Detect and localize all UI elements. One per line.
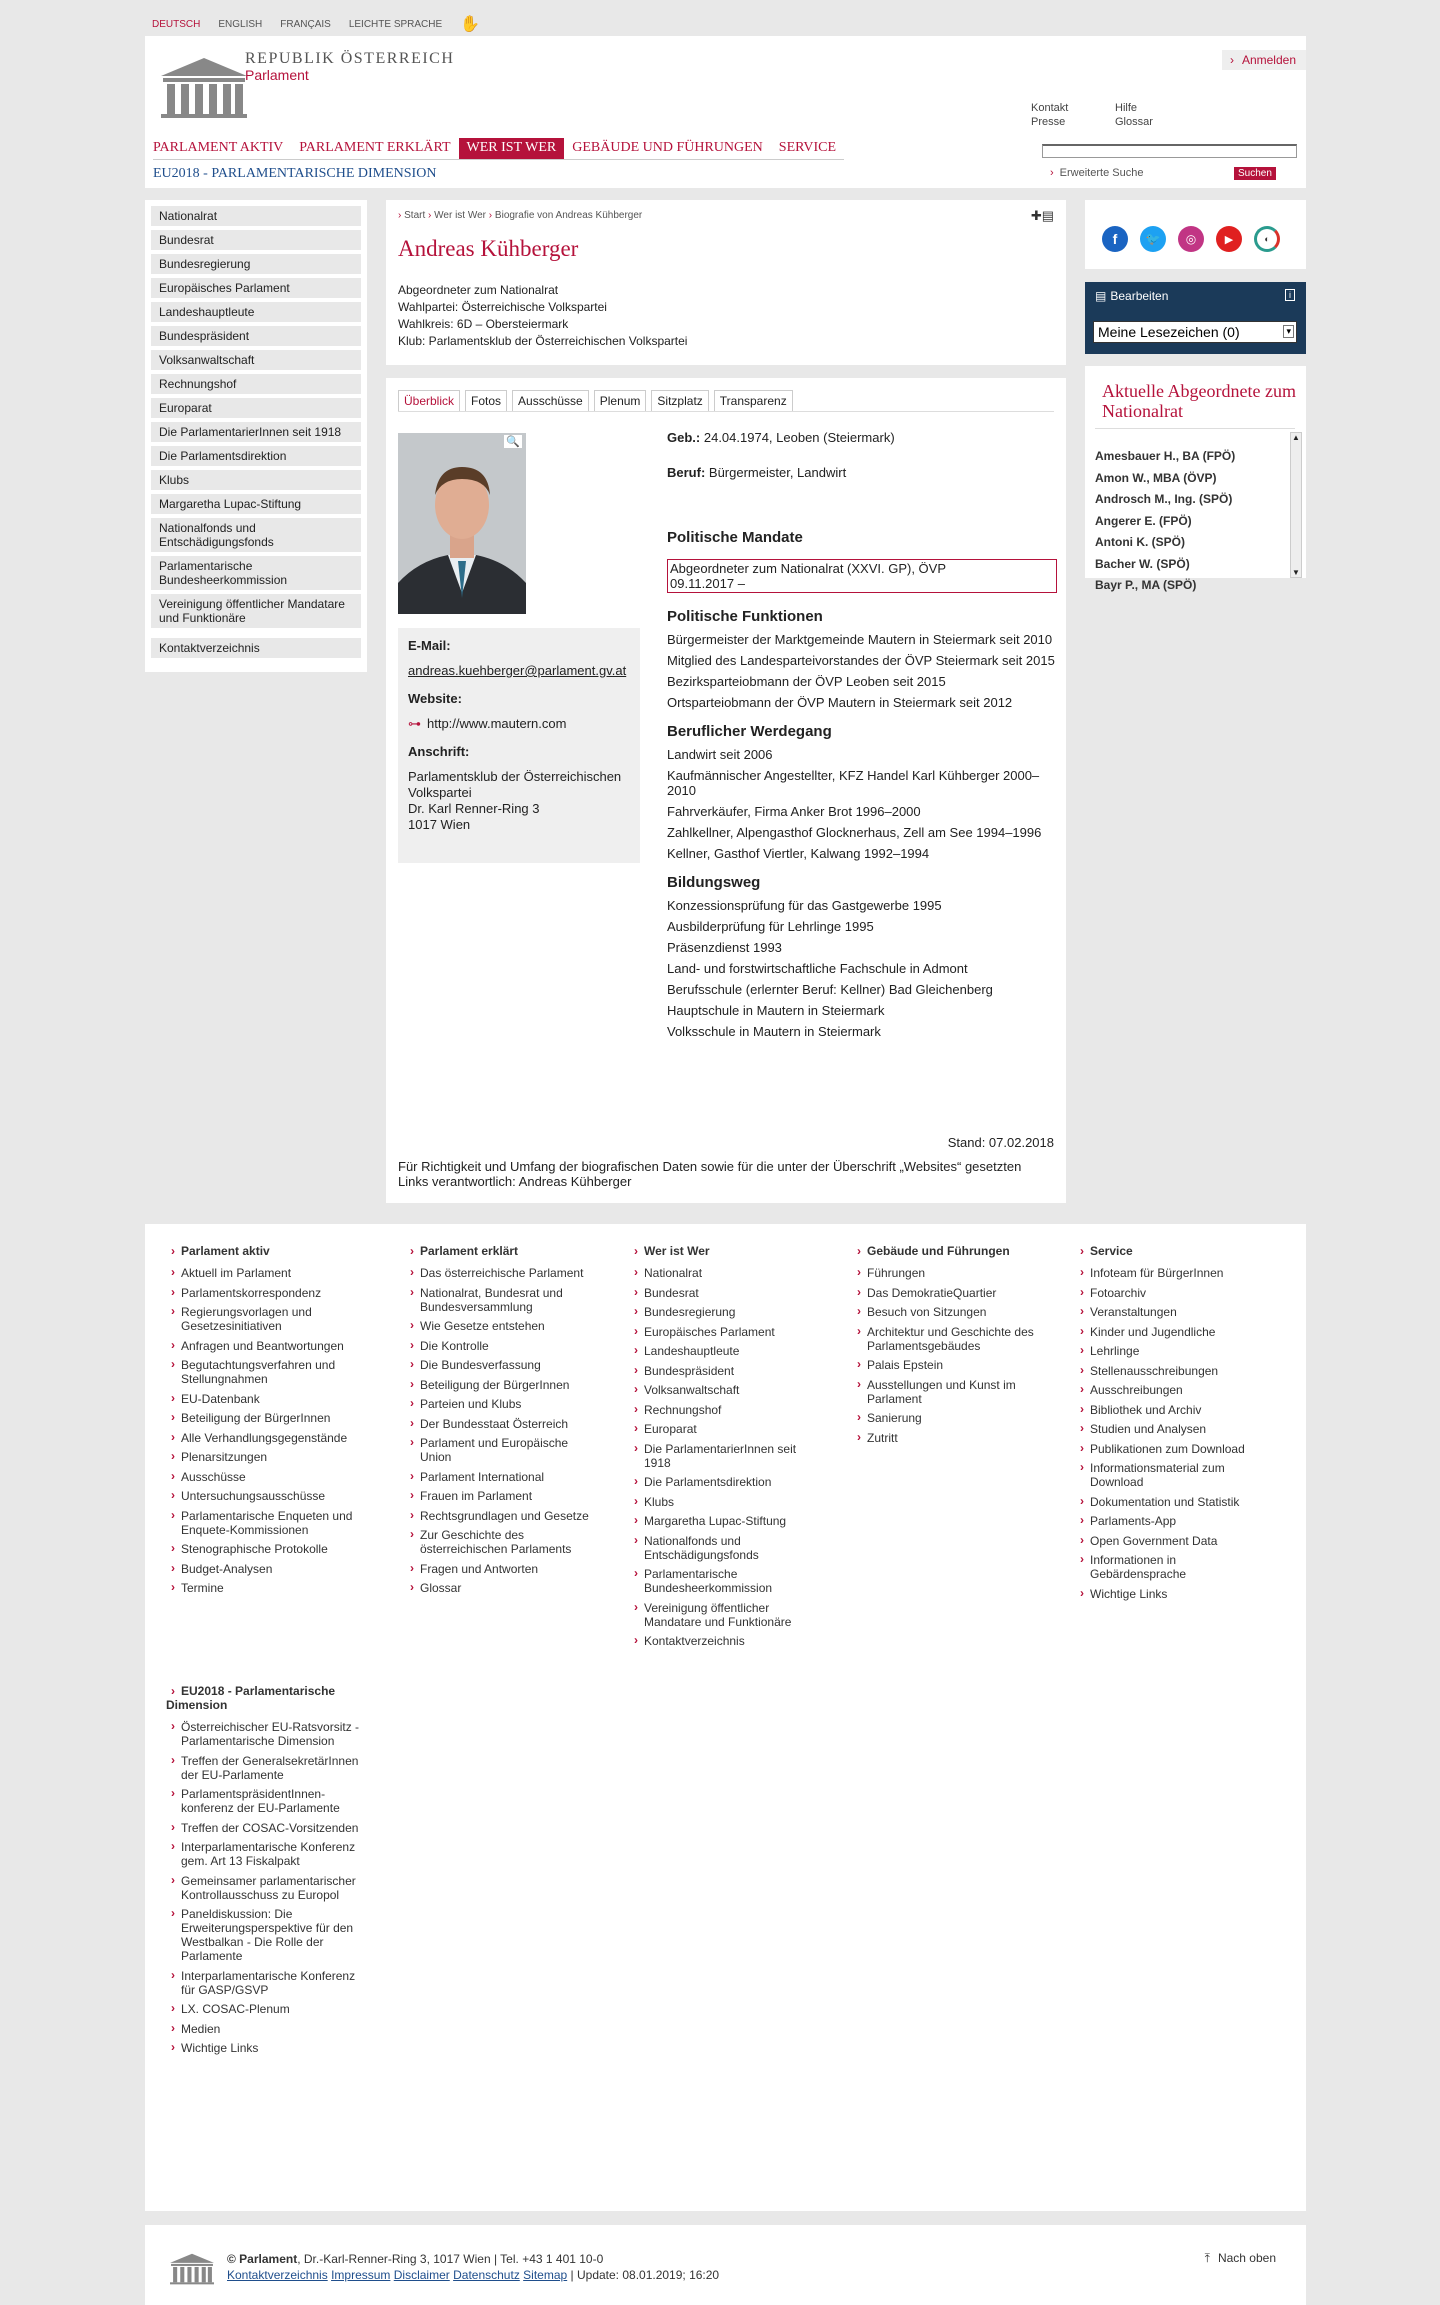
bottom-link-datenschutz[interactable]: Datenschutz bbox=[453, 2268, 520, 2282]
footer-link[interactable]: › Paneldiskussion: Die Erweiterungsperspektive für den Westbalkan - Die Rolle der Parlamente bbox=[166, 1907, 366, 1963]
logo[interactable] bbox=[159, 54, 249, 118]
footer-link[interactable]: › Parlamentskorrespondenz bbox=[166, 1286, 361, 1300]
top-links bbox=[1031, 102, 1175, 128]
recent-member-item[interactable]: Angerer E. (FPÖ) bbox=[1095, 513, 1192, 528]
footer-link[interactable]: › Führungen bbox=[852, 1266, 1047, 1280]
footer-link[interactable]: › ParlamentspräsidentInnen-konferenz der EU-Parlamente bbox=[166, 1787, 366, 1815]
tab-ausschuesse[interactable]: Ausschüsse bbox=[512, 390, 589, 412]
youtube-icon[interactable]: ▶ bbox=[1216, 226, 1242, 252]
career-heading: Beruflicher Werdegang bbox=[667, 723, 832, 740]
scroll-down-icon[interactable]: ▼ bbox=[1292, 568, 1300, 577]
footer-link[interactable]: › Glossar bbox=[405, 1581, 600, 1595]
career-item: Kellner, Gasthof Viertler, Kalwang 1992–1994 bbox=[667, 846, 930, 861]
parliament-logo-icon bbox=[159, 54, 249, 118]
footer-link[interactable]: › Alle Verhandlungsgegenstände bbox=[166, 1431, 361, 1445]
social-bar bbox=[1085, 200, 1306, 269]
advanced-search-link[interactable] bbox=[1050, 167, 1143, 179]
footer-link[interactable]: › Ausschüsse bbox=[166, 1470, 361, 1484]
link-hilfe[interactable]: Hilfe bbox=[1115, 102, 1138, 114]
edit-title: Bearbeiten bbox=[1110, 289, 1169, 303]
website-label: Website: bbox=[408, 691, 462, 706]
footer-link[interactable]: › Wie Gesetze entstehen bbox=[405, 1319, 600, 1333]
footer-link[interactable]: › Medien bbox=[166, 2022, 366, 2036]
footer-column bbox=[852, 1244, 1047, 1450]
footer-link[interactable]: › EU-Datenbank bbox=[166, 1392, 361, 1406]
mandate-line: 09.11.2017 – bbox=[670, 576, 745, 591]
nav-wer-ist-wer[interactable]: WER IST WER bbox=[459, 138, 565, 159]
website-link[interactable] bbox=[408, 716, 630, 732]
footer-link[interactable]: › Das DemokratieQuartier bbox=[852, 1286, 1047, 1300]
footer-link[interactable]: › Bundesregierung bbox=[629, 1305, 824, 1319]
portrait-photo[interactable] bbox=[398, 433, 526, 614]
footer-link[interactable]: › Der Bundesstaat Österreich bbox=[405, 1417, 600, 1431]
info-icon[interactable]: i bbox=[1285, 289, 1295, 301]
recent-members-title: Aktuelle Abgeordnete zum Nationalrat bbox=[1102, 381, 1296, 421]
function-item: Bezirksparteiobmann der ÖVP Leoben seit 2015 bbox=[667, 674, 946, 689]
footer-link[interactable]: › Ausschreibungen bbox=[1075, 1383, 1270, 1397]
footer-link[interactable]: › Interparlamentarische Konferenz gem. Art 13 Fiskalpakt bbox=[166, 1840, 366, 1868]
external-link-icon: ⊶ bbox=[408, 716, 421, 731]
mandate-box bbox=[667, 559, 1057, 593]
bottom-link-impressum[interactable]: Impressum bbox=[331, 2268, 391, 2282]
breadcrumb: › Start › Wer ist Wer › Biografie von Andreas Kühberger bbox=[398, 210, 643, 221]
footer-link[interactable]: › Ausstellungen und Kunst im Parlament bbox=[852, 1378, 1047, 1406]
footer-link[interactable]: › Dokumentation und Statistik bbox=[1075, 1495, 1270, 1509]
tab-divider bbox=[398, 411, 1054, 412]
logo-title: REPUBLIK ÖSTERREICH bbox=[245, 50, 455, 67]
update-date: | Update: 08.01.2019; 16:20 bbox=[570, 2268, 720, 2282]
profession-row bbox=[667, 465, 1057, 480]
footer-link[interactable]: › Gemeinsamer parlamentarischer Kontrollausschuss zu Europol bbox=[166, 1874, 366, 1902]
footer-link[interactable]: › Bundesrat bbox=[629, 1286, 824, 1300]
logo-subtitle: Parlament bbox=[245, 67, 309, 83]
education-list bbox=[667, 898, 1057, 1039]
scrollbar[interactable] bbox=[1290, 432, 1302, 578]
footer-link[interactable]: › Vereinigung öffentlicher Mandatare und Funktionäre bbox=[629, 1601, 824, 1629]
chevron-right-icon: › bbox=[1050, 167, 1054, 179]
info-line: Wahlkreis: 6D – Obersteiermark bbox=[398, 317, 569, 331]
career-item: Fahrverkäufer, Firma Anker Brot 1996–2000 bbox=[667, 804, 921, 819]
recent-member-item[interactable]: Amon W., MBA (ÖVP) bbox=[1095, 470, 1217, 485]
address-line: Parlamentsklub der Österreichischen Volkspartei bbox=[408, 769, 622, 800]
footer-link[interactable]: › Rechnungshof bbox=[629, 1403, 824, 1417]
footer-heading[interactable]: › Parlament aktiv bbox=[166, 1244, 361, 1258]
sidebar-item[interactable]: Volksanwaltschaft bbox=[151, 350, 361, 370]
footer-link[interactable]: › Stenographische Protokolle bbox=[166, 1542, 361, 1556]
search-input[interactable] bbox=[1042, 144, 1297, 158]
login-button[interactable] bbox=[1222, 50, 1306, 70]
login-label: Anmelden bbox=[1241, 53, 1296, 67]
sidebar-item[interactable]: Rechnungshof bbox=[151, 374, 361, 394]
footer-link[interactable]: › Untersuchungsausschüsse bbox=[166, 1489, 361, 1503]
education-heading: Bildungsweg bbox=[667, 874, 761, 891]
address-label: Anschrift: bbox=[408, 744, 470, 759]
disclaimer-text: Für Richtigkeit und Umfang der biografischen Daten sowie für die unter der Überschrift „Websites“ gesetzten Links verantwortlich: Andreas Kühberger bbox=[398, 1159, 1022, 1189]
footer-link[interactable]: › Studien und Analysen bbox=[1075, 1422, 1270, 1436]
sidebar-item[interactable]: Die Parlamentsdirektion bbox=[151, 446, 361, 466]
breadcrumb-current: Biografie von Andreas Kühberger bbox=[494, 210, 643, 221]
functions-list bbox=[667, 632, 1057, 710]
footer-link[interactable]: › Die Bundesverfassung bbox=[405, 1358, 600, 1372]
back-to-top-link[interactable] bbox=[1205, 2251, 1276, 2266]
footer-link[interactable]: › Informationsmaterial zum Download bbox=[1075, 1461, 1270, 1489]
bottom-link-sitemap[interactable]: Sitemap bbox=[523, 2268, 568, 2282]
advanced-search-label: Erweiterte Suche bbox=[1059, 167, 1144, 179]
footer-link[interactable]: › Plenarsitzungen bbox=[166, 1450, 361, 1464]
bottom-bar bbox=[145, 2225, 1306, 2305]
footer-link[interactable]: › Das österreichische Parlament bbox=[405, 1266, 600, 1280]
link-kontakt[interactable]: Kontakt bbox=[1031, 102, 1069, 114]
tab-plenum[interactable]: Plenum bbox=[594, 390, 647, 412]
footer-link[interactable]: › Bibliothek und Archiv bbox=[1075, 1403, 1270, 1417]
footer-heading[interactable]: › Wer ist Wer bbox=[629, 1244, 824, 1258]
footer-link[interactable]: › Sanierung bbox=[852, 1411, 1047, 1425]
feed-icon[interactable]: ◐ bbox=[1254, 226, 1280, 252]
language-bar bbox=[152, 14, 480, 34]
sidebar-item[interactable]: Bundesregierung bbox=[151, 254, 361, 274]
copyright: © Parlament bbox=[227, 2252, 298, 2266]
breadcrumb-start[interactable]: Start bbox=[404, 210, 426, 221]
education-item: Präsenzdienst 1993 bbox=[667, 940, 782, 955]
nav-parlament-aktiv[interactable]: PARLAMENT AKTIV bbox=[153, 140, 284, 155]
education-item: Volksschule in Mautern in Steiermark bbox=[667, 1024, 881, 1039]
lang-english[interactable]: ENGLISH bbox=[218, 18, 263, 30]
tab-bar bbox=[398, 390, 793, 412]
sidebar-item[interactable]: Kontaktverzeichnis bbox=[151, 638, 361, 658]
footer-link[interactable]: › Nationalrat bbox=[629, 1266, 824, 1280]
stand-date: Stand: 07.02.2018 bbox=[947, 1135, 1054, 1150]
address-line: 1017 Wien bbox=[408, 817, 471, 832]
footer-link[interactable]: › Architektur und Geschichte des Parlamentsgebäudes bbox=[852, 1325, 1047, 1353]
education-item: Ausbilderprüfung für Lehrlinge 1995 bbox=[667, 919, 874, 934]
sidebar-item[interactable]: Nationalrat bbox=[151, 206, 361, 226]
bookmarks-select[interactable] bbox=[1093, 321, 1297, 343]
address-line: Dr. Karl Renner-Ring 3 bbox=[408, 801, 540, 816]
footer-link[interactable]: › Aktuell im Parlament bbox=[166, 1266, 361, 1280]
function-item: Ortsparteiobmann der ÖVP Mautern in Steiermark seit 2012 bbox=[667, 695, 1013, 710]
sign-language-icon[interactable]: ✋ bbox=[460, 16, 481, 33]
footer-link[interactable]: › Margaretha Lupac-Stiftung bbox=[629, 1514, 824, 1528]
arrow-up-icon: ⤒ bbox=[1204, 2251, 1210, 2265]
info-line: Abgeordneter zum Nationalrat bbox=[398, 283, 559, 297]
education-item: Konzessionsprüfung für das Gastgewerbe 1995 bbox=[667, 898, 942, 913]
footer-link[interactable]: › Parlamentarische Bundesheerkommission bbox=[629, 1567, 824, 1595]
footer-link[interactable]: › Beteiligung der BürgerInnen bbox=[166, 1411, 361, 1425]
info-line: Klub: Parlamentsklub der Österreichischen Volkspartei bbox=[398, 334, 688, 348]
footer-link[interactable]: › Parlamentarische Enqueten und Enquete-Kommissionen bbox=[166, 1509, 361, 1537]
zoom-icon[interactable]: 🔍 bbox=[506, 436, 520, 448]
recent-member-item[interactable]: Amesbauer H., BA (FPÖ) bbox=[1095, 449, 1236, 463]
footer-link[interactable]: › Lehrlinge bbox=[1075, 1344, 1270, 1358]
footer-link[interactable]: › LX. COSAC-Plenum bbox=[166, 2002, 366, 2016]
footer-link[interactable]: › Veranstaltungen bbox=[1075, 1305, 1270, 1319]
bottom-link-kontakt[interactable]: Kontaktverzeichnis bbox=[227, 2268, 328, 2282]
footer-column bbox=[629, 1244, 824, 1654]
footer-column bbox=[166, 1244, 361, 1601]
function-item: Mitglied des Landesparteivorstandes der ÖVP Steiermark seit 2015 bbox=[667, 653, 1055, 668]
footer-link[interactable]: › Interparlamentarische Konferenz für GASP/GSVP bbox=[166, 1969, 366, 1997]
info-line: Wahlpartei: Österreichische Volkspartei bbox=[398, 300, 607, 314]
footer-column bbox=[1075, 1244, 1270, 1606]
lang-francais[interactable]: FRANÇAIS bbox=[280, 18, 331, 30]
recent-members-list bbox=[1095, 446, 1289, 592]
nav-parlament-erklaert[interactable]: PARLAMENT ERKLÄRT bbox=[299, 140, 451, 155]
sidebar-item[interactable]: Die ParlamentarierInnen seit 1918 bbox=[151, 422, 361, 442]
footer-link[interactable]: › Nationalfonds und Entschädigungsfonds bbox=[629, 1534, 824, 1562]
sidebar-item[interactable]: Europäisches Parlament bbox=[151, 278, 361, 298]
email-link[interactable]: andreas.kuehberger@parlament.gv.at bbox=[408, 663, 627, 678]
nav-service[interactable]: SERVICE bbox=[778, 140, 837, 155]
sidebar-item[interactable]: Parlamentarische Bundesheerkommission bbox=[151, 556, 361, 590]
page-title: Andreas Kühberger bbox=[398, 236, 579, 261]
footer-link[interactable]: › Treffen der COSAC-Vorsitzenden bbox=[166, 1821, 366, 1835]
website-url: http://www.mautern.com bbox=[427, 716, 567, 731]
footer-link[interactable]: › Wichtige Links bbox=[166, 2041, 366, 2055]
email-label: E-Mail: bbox=[408, 638, 451, 653]
chevron-right-icon: › bbox=[1229, 53, 1234, 67]
header bbox=[145, 36, 1306, 188]
bottom-address: , Dr.-Karl-Renner-Ring 3, 1017 Wien | Tel. +43 1 401 10-0 bbox=[297, 2252, 604, 2266]
education-item: Berufsschule (erlernter Beruf: Kellner) Bad Gleichenberg bbox=[667, 982, 993, 997]
footer-link[interactable]: › Palais Epstein bbox=[852, 1358, 1047, 1372]
education-item: Land- und forstwirtschaftliche Fachschule in Admont bbox=[667, 961, 968, 976]
footer-link[interactable]: › Informationen in Gebärdensprache bbox=[1075, 1553, 1270, 1581]
search-button[interactable]: Suchen bbox=[1234, 167, 1276, 180]
footer-link[interactable]: › Parteien und Klubs bbox=[405, 1397, 600, 1411]
biography-panel bbox=[386, 378, 1066, 1203]
footer-link[interactable]: › Europarat bbox=[629, 1422, 824, 1436]
contact-box bbox=[398, 628, 640, 863]
portrait-image bbox=[398, 433, 526, 614]
footer-link[interactable]: › Fragen und Antworten bbox=[405, 1562, 600, 1576]
function-item: Bürgermeister der Marktgemeinde Mautern in Steiermark seit 2010 bbox=[667, 632, 1053, 647]
footer-link[interactable]: › Open Government Data bbox=[1075, 1534, 1270, 1548]
footer-link[interactable]: › Termine bbox=[166, 1581, 361, 1595]
education-item: Hauptschule in Mautern in Steiermark bbox=[667, 1003, 885, 1018]
sidebar-item[interactable]: Bundesrat bbox=[151, 230, 361, 250]
footer-link[interactable]: › Landeshauptleute bbox=[629, 1344, 824, 1358]
lang-leichte-sprache[interactable]: LEICHTE SPRACHE bbox=[348, 18, 443, 30]
footer-link[interactable]: › Publikationen zum Download bbox=[1075, 1442, 1270, 1456]
profession-label: Beruf: bbox=[667, 465, 706, 480]
footer-link[interactable]: › Nationalrat, Bundesrat und Bundesversammlung bbox=[405, 1286, 600, 1314]
career-item: Kaufmännischer Angestellter, KFZ Handel Karl Kühberger 2000–2010 bbox=[667, 768, 1040, 798]
footer-heading[interactable]: › Gebäude und Führungen bbox=[852, 1244, 1047, 1258]
twitter-icon[interactable]: 🐦 bbox=[1140, 226, 1166, 252]
sidebar-item[interactable]: Vereinigung öffentlicher Mandatare und Funktionäre bbox=[151, 594, 361, 628]
tab-sitzplatz[interactable]: Sitzplatz bbox=[651, 390, 708, 412]
footer-heading[interactable]: › EU2018 - Parlamentarische Dimension bbox=[166, 1684, 366, 1712]
recent-member-item[interactable]: Androsch M., Ing. (SPÖ) bbox=[1095, 492, 1233, 506]
bottom-link-disclaimer[interactable]: Disclaimer bbox=[393, 2268, 450, 2282]
biography-content bbox=[667, 430, 1057, 1045]
profession-value: Bürgermeister, Landwirt bbox=[708, 465, 847, 480]
nav-gebaeude[interactable]: GEBÄUDE UND FÜHRUNGEN bbox=[572, 140, 763, 155]
tab-ueberblick[interactable]: Überblick bbox=[398, 390, 460, 412]
footer-link[interactable]: › Kontaktverzeichnis bbox=[629, 1634, 824, 1648]
bottom-text bbox=[227, 2251, 719, 2283]
career-item: Zahlkellner, Alpengasthof Glocknerhaus, Zell am See 1994–1996 bbox=[667, 825, 1042, 840]
footer-link[interactable]: › Klubs bbox=[629, 1495, 824, 1509]
breadcrumb-wer-ist-wer[interactable]: Wer ist Wer bbox=[434, 210, 487, 221]
career-list bbox=[667, 747, 1057, 861]
link-presse[interactable]: Presse bbox=[1031, 116, 1066, 128]
document-icon: ▤ bbox=[1095, 289, 1107, 303]
footer-link[interactable]: › Parlament International bbox=[405, 1470, 600, 1484]
main-nav bbox=[153, 138, 844, 160]
footer-link[interactable]: › Zur Geschichte des österreichischen Parlaments bbox=[405, 1528, 600, 1556]
footer-link[interactable]: › Österreichischer EU-Ratsvorsitz - Parlamentarische Dimension bbox=[166, 1720, 366, 1748]
footer-link[interactable]: › Budget-Analysen bbox=[166, 1562, 361, 1576]
footer-link[interactable]: › Kinder und Jugendliche bbox=[1075, 1325, 1270, 1339]
sidebar-item[interactable]: Landeshauptleute bbox=[151, 302, 361, 322]
facebook-icon[interactable]: f bbox=[1102, 226, 1128, 252]
footer-link[interactable]: › Wichtige Links bbox=[1075, 1587, 1270, 1601]
footer-link[interactable]: › Regierungsvorlagen und Gesetzesinitiativen bbox=[166, 1305, 361, 1333]
functions-heading: Politische Funktionen bbox=[667, 608, 823, 625]
birth-row bbox=[667, 430, 1057, 445]
footer-column bbox=[166, 1684, 366, 2061]
birth-value: 24.04.1974, Leoben (Steiermark) bbox=[703, 430, 895, 445]
back-to-top-label: Nach oben bbox=[1217, 2251, 1276, 2265]
footer-link[interactable]: › Europäisches Parlament bbox=[629, 1325, 824, 1339]
footer-link[interactable]: › Anfragen und Beantwortungen bbox=[166, 1339, 361, 1353]
mandate-heading: Politische Mandate bbox=[667, 529, 803, 546]
edit-panel bbox=[1085, 282, 1306, 354]
footer-link[interactable]: › Zutritt bbox=[852, 1431, 1047, 1445]
person-info bbox=[398, 282, 687, 350]
sidebar-item[interactable]: Margaretha Lupac-Stiftung bbox=[151, 494, 361, 514]
chevron-down-icon: ▾ bbox=[1283, 325, 1294, 338]
lang-deutsch[interactable]: DEUTSCH bbox=[152, 18, 201, 30]
instagram-icon[interactable]: ◎ bbox=[1178, 226, 1204, 252]
sidebar-item[interactable]: Europarat bbox=[151, 398, 361, 418]
sidebar-item[interactable]: Klubs bbox=[151, 470, 361, 490]
footer-link[interactable]: › Parlament und Europäische Union bbox=[405, 1436, 600, 1464]
recent-member-item[interactable]: Bayr P., MA (SPÖ) bbox=[1095, 578, 1197, 592]
footer-link[interactable]: › Besuch von Sitzungen bbox=[852, 1305, 1047, 1319]
mandate-line: Abgeordneter zum Nationalrat (XXVI. GP), ÖVP bbox=[670, 561, 947, 576]
tab-transparenz[interactable]: Transparenz bbox=[714, 390, 793, 412]
sidebar-item[interactable]: Nationalfonds und Entschädigungsfonds bbox=[151, 518, 361, 552]
footer-column bbox=[405, 1244, 600, 1601]
parliament-logo-icon bbox=[169, 2251, 215, 2285]
footer-link[interactable]: › Rechtsgrundlagen und Gesetze bbox=[405, 1509, 600, 1523]
bookmarks-select-value: Meine Lesezeichen (0) bbox=[1098, 324, 1240, 340]
tab-fotos[interactable]: Fotos bbox=[465, 390, 507, 412]
recent-member-item[interactable]: Bacher W. (SPÖ) bbox=[1095, 556, 1190, 571]
link-glossar[interactable]: Glossar bbox=[1115, 116, 1153, 128]
person-header bbox=[386, 200, 1066, 365]
footer-link[interactable]: › Frauen im Parlament bbox=[405, 1489, 600, 1503]
footer-link[interactable]: › Die ParlamentarierInnen seit 1918 bbox=[629, 1442, 824, 1470]
footer-link[interactable]: › Die Parlamentsdirektion bbox=[629, 1475, 824, 1489]
sidebar bbox=[145, 200, 367, 672]
footer-link[interactable]: › Volksanwaltschaft bbox=[629, 1383, 824, 1397]
career-item: Landwirt seit 2006 bbox=[667, 747, 773, 762]
recent-member-item[interactable]: Antoni K. (SPÖ) bbox=[1095, 535, 1185, 549]
nav-eu2018[interactable]: EU2018 - PARLAMENTARISCHE DIMENSION bbox=[153, 166, 437, 181]
footer-link[interactable]: › Stellenausschreibungen bbox=[1075, 1364, 1270, 1378]
bookmark-add-icon[interactable]: ✚▤ bbox=[1030, 208, 1054, 223]
footer-link[interactable]: › Treffen der GeneralsekretärInnen der EU-Parlamente bbox=[166, 1754, 366, 1782]
sidebar-item[interactable]: Bundespräsident bbox=[151, 326, 361, 346]
footer-heading[interactable]: › Service bbox=[1075, 1244, 1270, 1258]
footer-link[interactable]: › Fotoarchiv bbox=[1075, 1286, 1270, 1300]
edit-header[interactable] bbox=[1095, 289, 1295, 303]
footer-link[interactable]: › Begutachtungsverfahren und Stellungnahmen bbox=[166, 1358, 361, 1386]
footer-link[interactable]: › Bundespräsident bbox=[629, 1364, 824, 1378]
scroll-up-icon[interactable]: ▲ bbox=[1292, 433, 1300, 442]
footer-link[interactable]: › Beteiligung der BürgerInnen bbox=[405, 1378, 600, 1392]
footer-link[interactable]: › Die Kontrolle bbox=[405, 1339, 600, 1353]
footer-heading[interactable]: › Parlament erklärt bbox=[405, 1244, 600, 1258]
birth-label: Geb.: bbox=[667, 430, 701, 445]
footer-link[interactable]: › Infoteam für BürgerInnen bbox=[1075, 1266, 1270, 1280]
recent-members-panel bbox=[1085, 366, 1306, 592]
footer-link[interactable]: › Parlaments-App bbox=[1075, 1514, 1270, 1528]
footer-sitemap bbox=[145, 1224, 1306, 2211]
